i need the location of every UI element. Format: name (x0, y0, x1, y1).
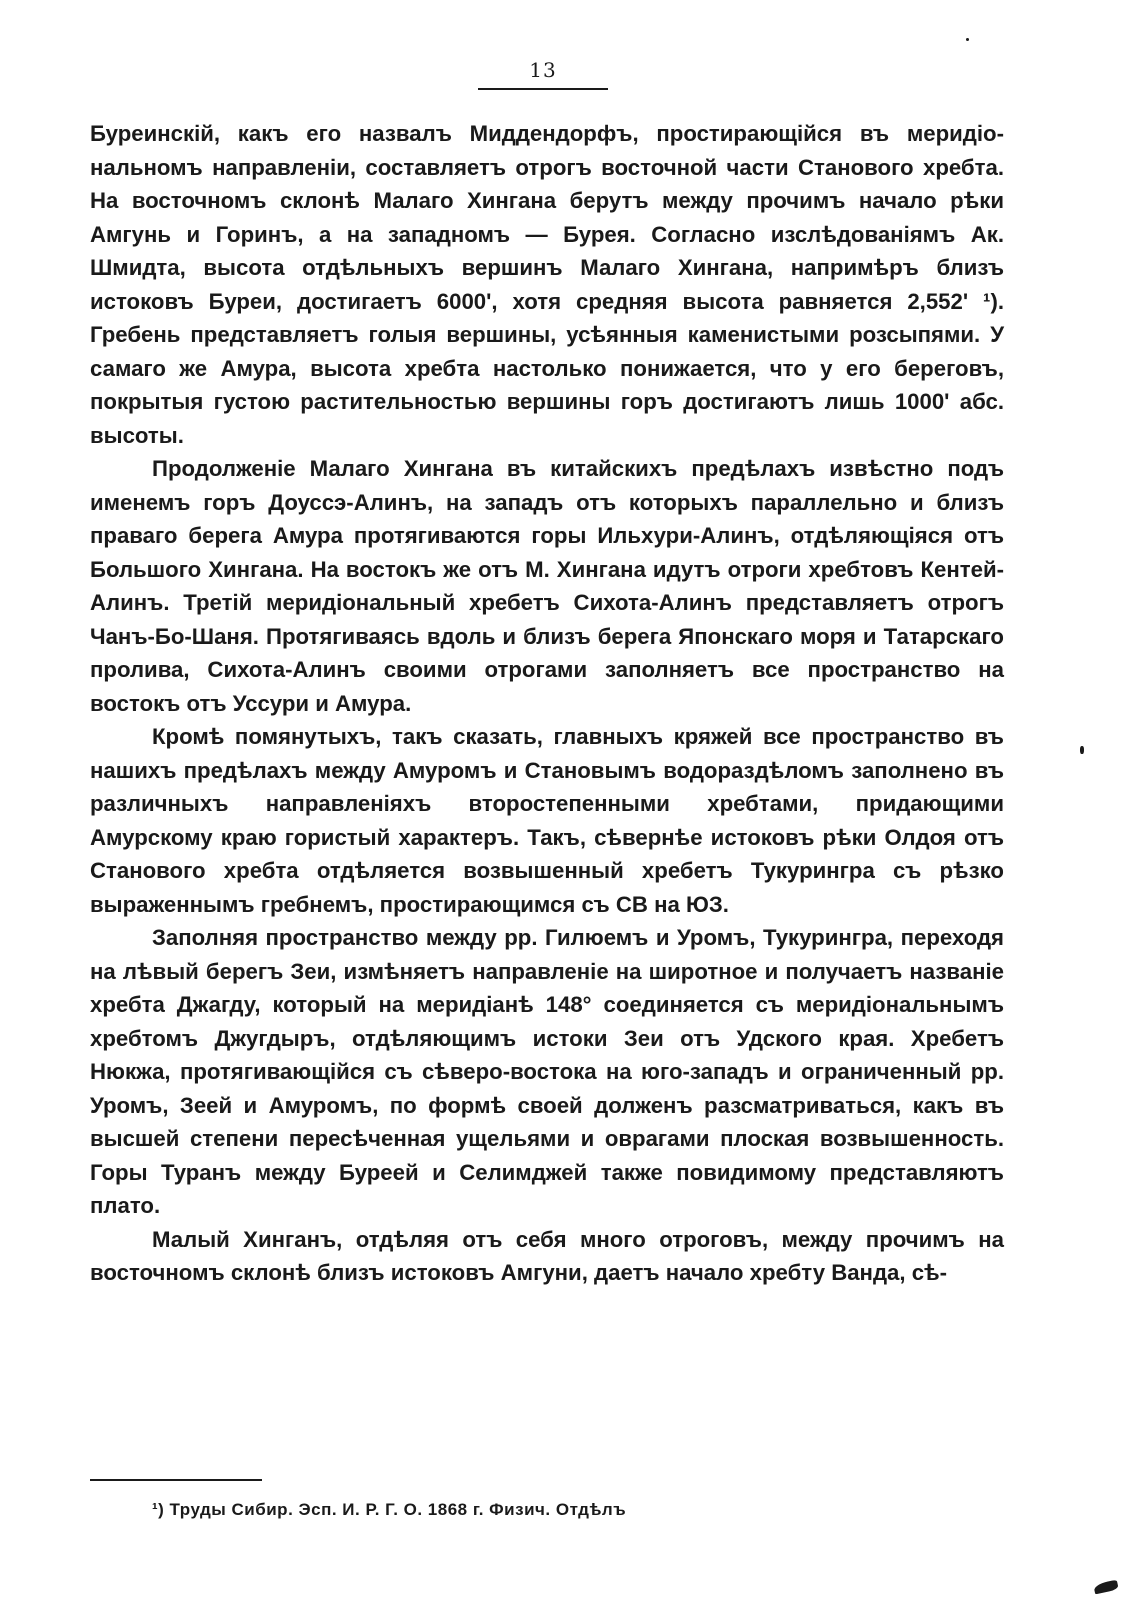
paragraph-1: Буреинскій, какъ его назвалъ Миддендорфъ, простирающійся въ меридіональномъ направленіи, составляетъ отрогъ восточной части Станового хребта. На восточномъ склонѣ Малаго Хингана берутъ между прочимъ начало рѣки Амгунь и Горинъ, а на западномъ — Бурея. Согласно изслѣдованіямъ Ак. Шмидта, высота отдѣльныхъ вершинъ Малаго Хингана, напримѣръ близъ истоковъ Буреи, достигаетъ 6000', хотя средняя высота равняется 2,552' ¹). Гребень представляетъ голыя вершины, усѣянныя каменистыми розсыпями. У самаго же Амура, высота хребта настолько понижается, что у его береговъ, покрытыя густою растительностью вершины горъ достигаютъ лишь 1000' абс. высоты. (90, 121, 1004, 448)
paragraph-4: Заполняя пространство между рр. Гилюемъ и Уромъ, Тукурингра, переходя на лѣвый берегъ Зеи, измѣняетъ направленіе на широтное и получаетъ названіе хребта Джагду, который на меридіанѣ 148° соединяется съ меридіональнымъ хребтомъ Джугдыръ, отдѣляющимъ истоки Зеи отъ Удского края. Хребетъ Нюкжа, протягивающійся съ сѣверо-востока на юго-западъ и ограниченный рр. Уромъ, Зеей и Амуромъ, по формѣ своей долженъ разсматриваться, какъ въ высшей степени пересѣченная ущельями и оврагами плоская возвышенность. Горы Туранъ между Буреей и Селимджей также повидимому представляютъ плато. (90, 925, 1004, 1218)
footnote-separator (90, 1479, 262, 1481)
paragraph-3: Кромѣ помянутыхъ, такъ сказать, главныхъ кряжей все пространство въ нашихъ предѣлахъ между Амуромъ и Становымъ водораздѣломъ заполнено въ различныхъ направленіяхъ второстепенными хребтами, придающими Амурскому краю гористый характеръ. Такъ, сѣвернѣе истоковъ рѣки Олдоя отъ Станового хребта отдѣляется возвышенный хребетъ Тукурингра съ рѣзко выраженнымъ гребнемъ, простирающимся съ СВ на ЮЗ. (90, 724, 1004, 917)
ink-smudge (1093, 1580, 1119, 1595)
ink-speck (1080, 746, 1084, 754)
body-text (90, 117, 1004, 1290)
footnote: ¹) Труды Сибир. Эсп. И. Р. Г. О. 1868 г. Физич. Отдѣлъ (152, 1500, 627, 1519)
paragraph-5: Малый Хинганъ, отдѣляя отъ себя много отроговъ, между прочимъ на восточномъ склонѣ близъ истоковъ Амгуни, даетъ начало хребту Ванда, сѣ- (90, 1226, 1004, 1285)
page-number: 13 (529, 58, 557, 82)
ink-speck (966, 38, 969, 41)
paragraph-2: Продолженіе Малаго Хингана въ китайскихъ предѣлахъ извѣстно подъ именемъ горъ Доуссэ-Алинъ, на западъ отъ которыхъ параллельно и близъ праваго берега Амура протягиваются горы Ильхури-Алинъ, отдѣляющіяся отъ Большого Хингана. На востокъ же отъ М. Хингана идутъ отроги хребтовъ Кентей-Алинъ. Третій меридіональный хребетъ Сихота-Алинъ представляетъ отрогъ Чанъ-Бо-Шаня. Протягиваясь вдоль и близъ берега Японскаго моря и Татарскаго пролива, Сихота-Алинъ своими отрогами заполняетъ все пространство на востокъ отъ Уссури и Амура. (90, 456, 1004, 716)
page-number-rule (478, 88, 608, 90)
